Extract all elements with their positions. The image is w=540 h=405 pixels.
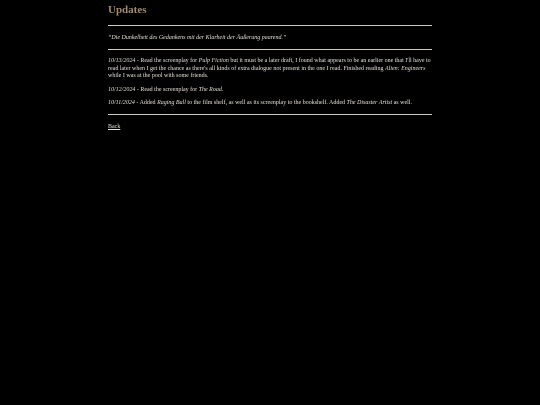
entry-date: 10/12/2024 [108, 86, 136, 93]
update-entry [108, 87, 432, 95]
entry-date: 10/13/2024 [108, 58, 136, 64]
entry-separator: - [135, 58, 141, 64]
entry-title: The Disaster Artist [346, 100, 393, 107]
title-divider [108, 25, 432, 26]
entry-text: . [221, 86, 224, 93]
page-title: Updates [108, 4, 147, 16]
entry-text: Read the screenplay for [140, 58, 199, 64]
entry-separator: - [135, 86, 141, 93]
entry-text: while I was at the pool with some friends. [108, 73, 209, 80]
entry-title: Raging Bull [157, 100, 186, 107]
footer-divider [108, 114, 432, 115]
entry-text: but it must be a later draft, I found what appears to be an earlier one that I'll have to read later when I get the chance as there's all kinds of extra dialogue not present in the one I read. Finished reading [108, 58, 431, 72]
update-entry [108, 100, 432, 108]
entry-title: Pulp Fiction [198, 58, 229, 64]
entry-text: Added [139, 100, 158, 107]
quote-divider [108, 49, 432, 50]
entry-title: Alien: Engineers [384, 65, 426, 72]
page-content [108, 0, 432, 133]
entry-title: The Road [198, 86, 222, 93]
update-list [108, 58, 432, 108]
update-entry [108, 58, 432, 81]
entry-date: 10/11/2024 [108, 100, 135, 107]
entry-separator: - [134, 100, 140, 107]
entry-text: as well. [392, 100, 412, 107]
entry-text: Read the screenplay for [140, 86, 199, 93]
entry-text: to the film shelf, as well as its screenplay to the bookshelf. Added [185, 100, 347, 107]
epigraph-quote: “Die Dunkelheit des Gedankens mit der Klarheit der Äußerung paarend.” [108, 35, 287, 41]
back-link[interactable]: Back [108, 123, 121, 130]
